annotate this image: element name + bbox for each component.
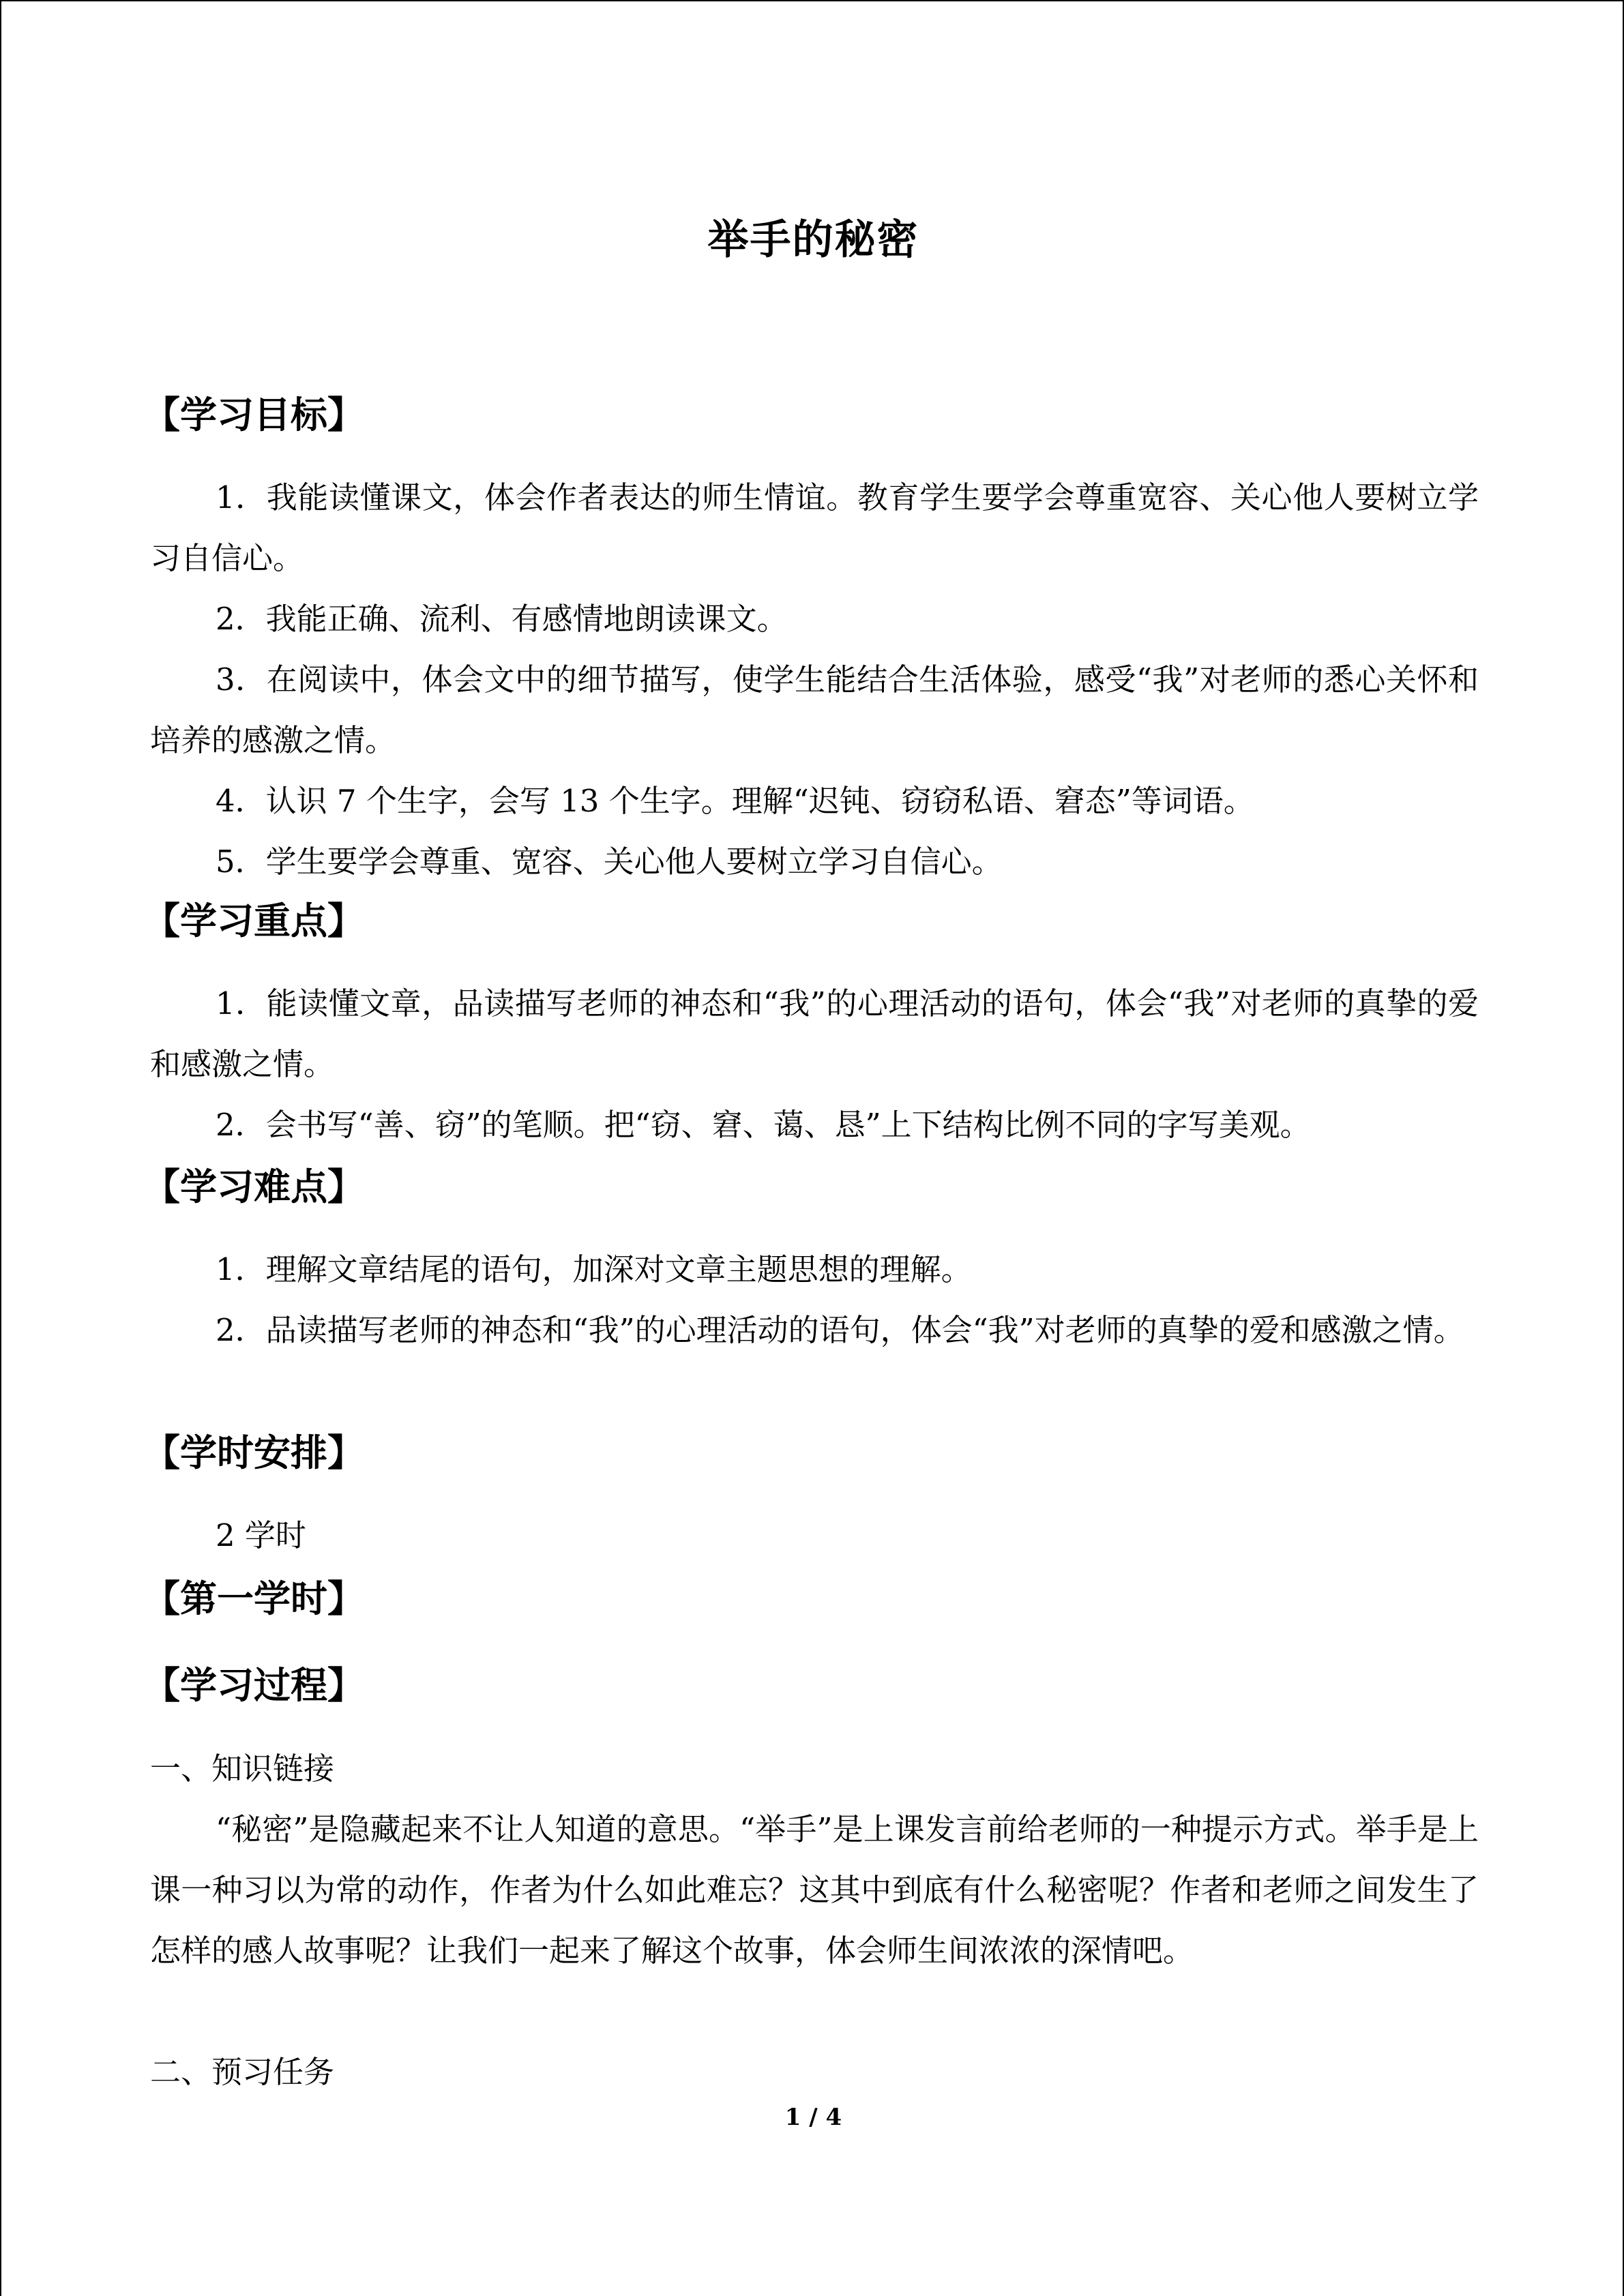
heading-difficulties: 【学习难点】 [143, 1165, 364, 1208]
heading-first-period: 【第一学时】 [143, 1577, 364, 1620]
heading-key-points: 【学习重点】 [143, 899, 364, 942]
page-title: 举手的秘密 [707, 216, 919, 264]
goal-item-5: 5．学生要学会尊重、宽容、关心他人要树立学习自信心。 [216, 844, 1003, 880]
process-part1-title: 一、知识链接 [150, 1750, 335, 1787]
key-point-item-1: 1．能读懂文章，品读描写老师的神态和“我”的心理活动的语句，体会“我”对老师的真挚的爱和感激之情。 [150, 985, 1479, 1082]
goal-item-4: 4．认识 7 个生字，会写 13 个生字。理解“迟钝、窃窃私语、窘态”等词语。 [216, 783, 1254, 819]
page-number: 1 / 4 [784, 2104, 842, 2131]
goal-item-1: 1．我能读懂课文，体会作者表达的师生情谊。教育学生要学会尊重宽容、关心他人要树立学习自信心。 [150, 479, 1479, 576]
heading-goals: 【学习目标】 [143, 393, 364, 436]
goal-item-2: 2．我能正确、流利、有感情地朗读课文。 [216, 601, 788, 637]
key-point-item-2: 2．会书写“善、窃”的笔顺。把“窃、窘、蔼、恳”上下结构比例不同的字写美观。 [216, 1107, 1311, 1143]
heading-process: 【学习过程】 [143, 1664, 364, 1707]
heading-schedule: 【学时安排】 [143, 1431, 364, 1474]
process-part1-text: “秘密”是隐藏起来不让人知道的意思。“举手”是上课发言前给老师的一种提示方式。举手是上课一种习以为常的动作，作者为什么如此难忘？这其中到底有什么秘密呢？作者和老师之间发生了怎样的感人故事呢？让我们一起来了解这个故事，体会师生间浓浓的深情吧。 [150, 1811, 1479, 1969]
difficulty-item-1: 1．理解文章结尾的语句，加深对文章主题思想的理解。 [216, 1251, 972, 1287]
difficulty-item-2: 2．品读描写老师的神态和“我”的心理活动的语句，体会“我”对老师的真挚的爱和感激之情。 [216, 1312, 1464, 1348]
process-part2-title: 二、预习任务 [150, 2054, 335, 2090]
schedule-text: 2 学时 [216, 1517, 306, 1553]
goal-item-3: 3．在阅读中，体会文中的细节描写，使学生能结合生活体验，感受“我”对老师的悉心关怀和培养的感激之情。 [150, 661, 1479, 758]
